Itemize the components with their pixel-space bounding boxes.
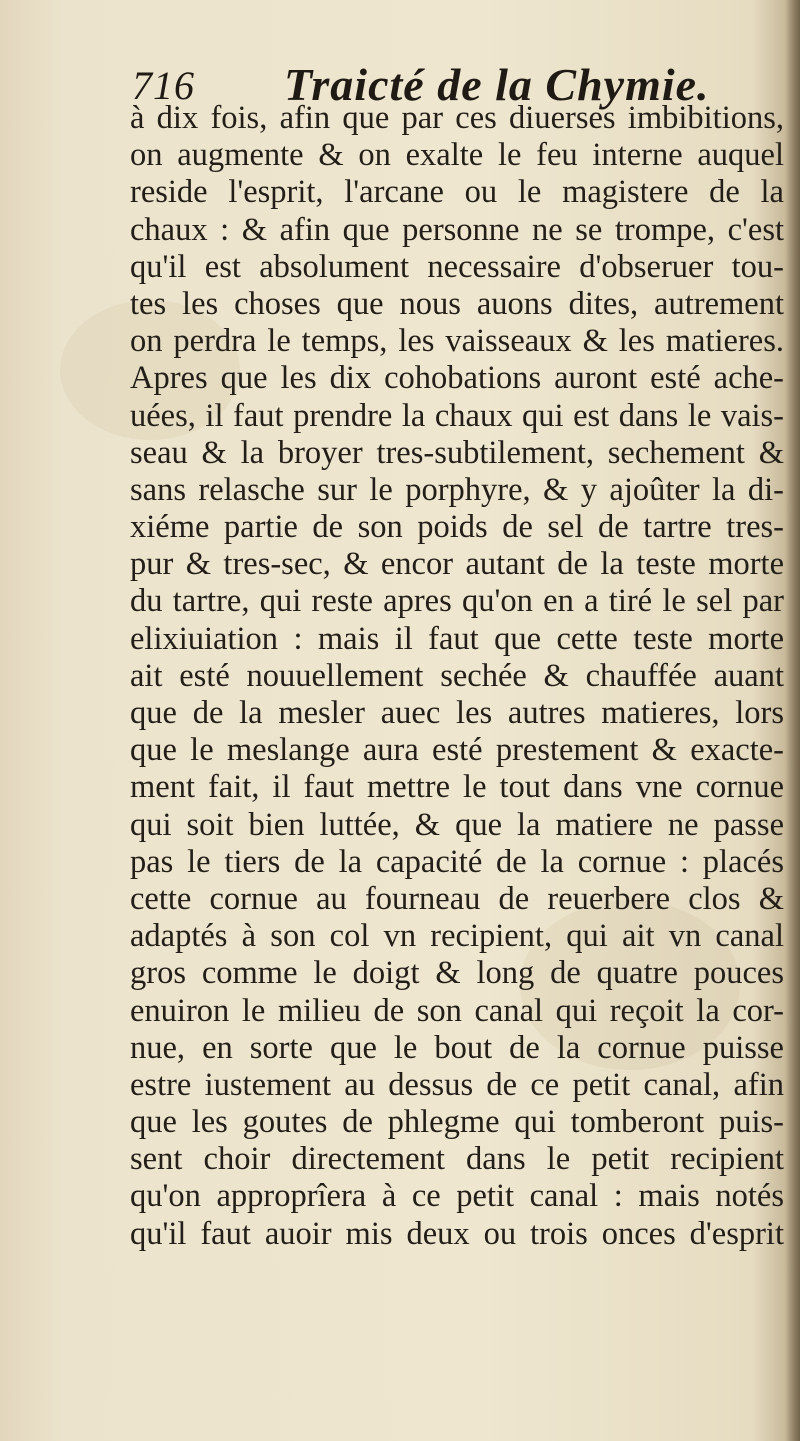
text-line: estre iustement au dessus de ce petit canal, afin (130, 1066, 784, 1103)
text-line: à dix fois, afin que par ces diuerses imbibitions, (130, 100, 784, 136)
text-line: xiéme partie de son poids de sel de tartre tres- (130, 509, 784, 546)
text-line: qu'il est absolument necessaire d'obseruer tou- (130, 248, 784, 285)
text-line: Apres que les dix cohobations auront esté ache- (130, 360, 784, 397)
text-line: gros comme le doigt & long de quatre pouces (130, 955, 784, 992)
text-line: ait esté nouuellement sechée & chauffée auant (130, 657, 784, 694)
text-line: qui soit bien luttée, & que la matiere ne passe (130, 806, 784, 843)
text-line: seau & la broyer tres-subtilement, sechement & (130, 434, 784, 471)
text-line: du tartre, qui reste apres qu'on en a tiré le sel par (130, 583, 784, 620)
text-line: qu'on approprîera à ce petit canal : mais notés (130, 1178, 784, 1215)
text-line: on augmente & on exalte le feu interne auquel (130, 137, 784, 174)
text-line: qu'il faut auoir mis deux ou trois onces d'esprit (130, 1215, 784, 1252)
text-line: ment fait, il faut mettre le tout dans vne cornue (130, 769, 784, 806)
running-title: Traicté de la Chymie. (284, 59, 710, 110)
text-line: reside l'esprit, l'arcane ou le magistere de la (130, 174, 784, 211)
text-line: chaux : & afin que personne ne se trompe, c'est (130, 211, 784, 248)
text-line: sans relasche sur le porphyre, & y ajoûter la di- (130, 471, 784, 508)
page-edge-shadow (786, 0, 800, 1441)
text-line: que le meslange aura esté prestement & exacte- (130, 732, 784, 769)
text-line: pas le tiers de la capacité de la cornue : placés (130, 843, 784, 880)
body-text (130, 100, 784, 1253)
text-line: on perdra le temps, les vaisseaux & les matieres. (130, 323, 784, 360)
text-line: cette cornue au fourneau de reuerbere clos & (130, 880, 784, 917)
text-line: enuiron le milieu de son canal qui reçoit la cor- (130, 992, 784, 1029)
text-line: nue, en sorte que le bout de la cornue puisse (130, 1029, 784, 1066)
page-number: 716 (132, 63, 195, 108)
text-line: pur & tres-sec, & encor autant de la teste morte (130, 546, 784, 583)
text-line: adaptés à son col vn recipient, qui ait vn canal (130, 918, 784, 955)
text-line: que les goutes de phlegme qui tomberont puis- (130, 1104, 784, 1141)
text-line: uées, il faut prendre la chaux qui est dans le vais- (130, 397, 784, 434)
text-line: que de la mesler auec les autres matieres, lors (130, 695, 784, 731)
text-line: tes les choses que nous auons dites, autrement (130, 285, 784, 322)
text-line: elixiuiation : mais il faut que cette teste morte (130, 620, 784, 657)
text-line: sent choir directement dans le petit recipient (130, 1141, 784, 1178)
